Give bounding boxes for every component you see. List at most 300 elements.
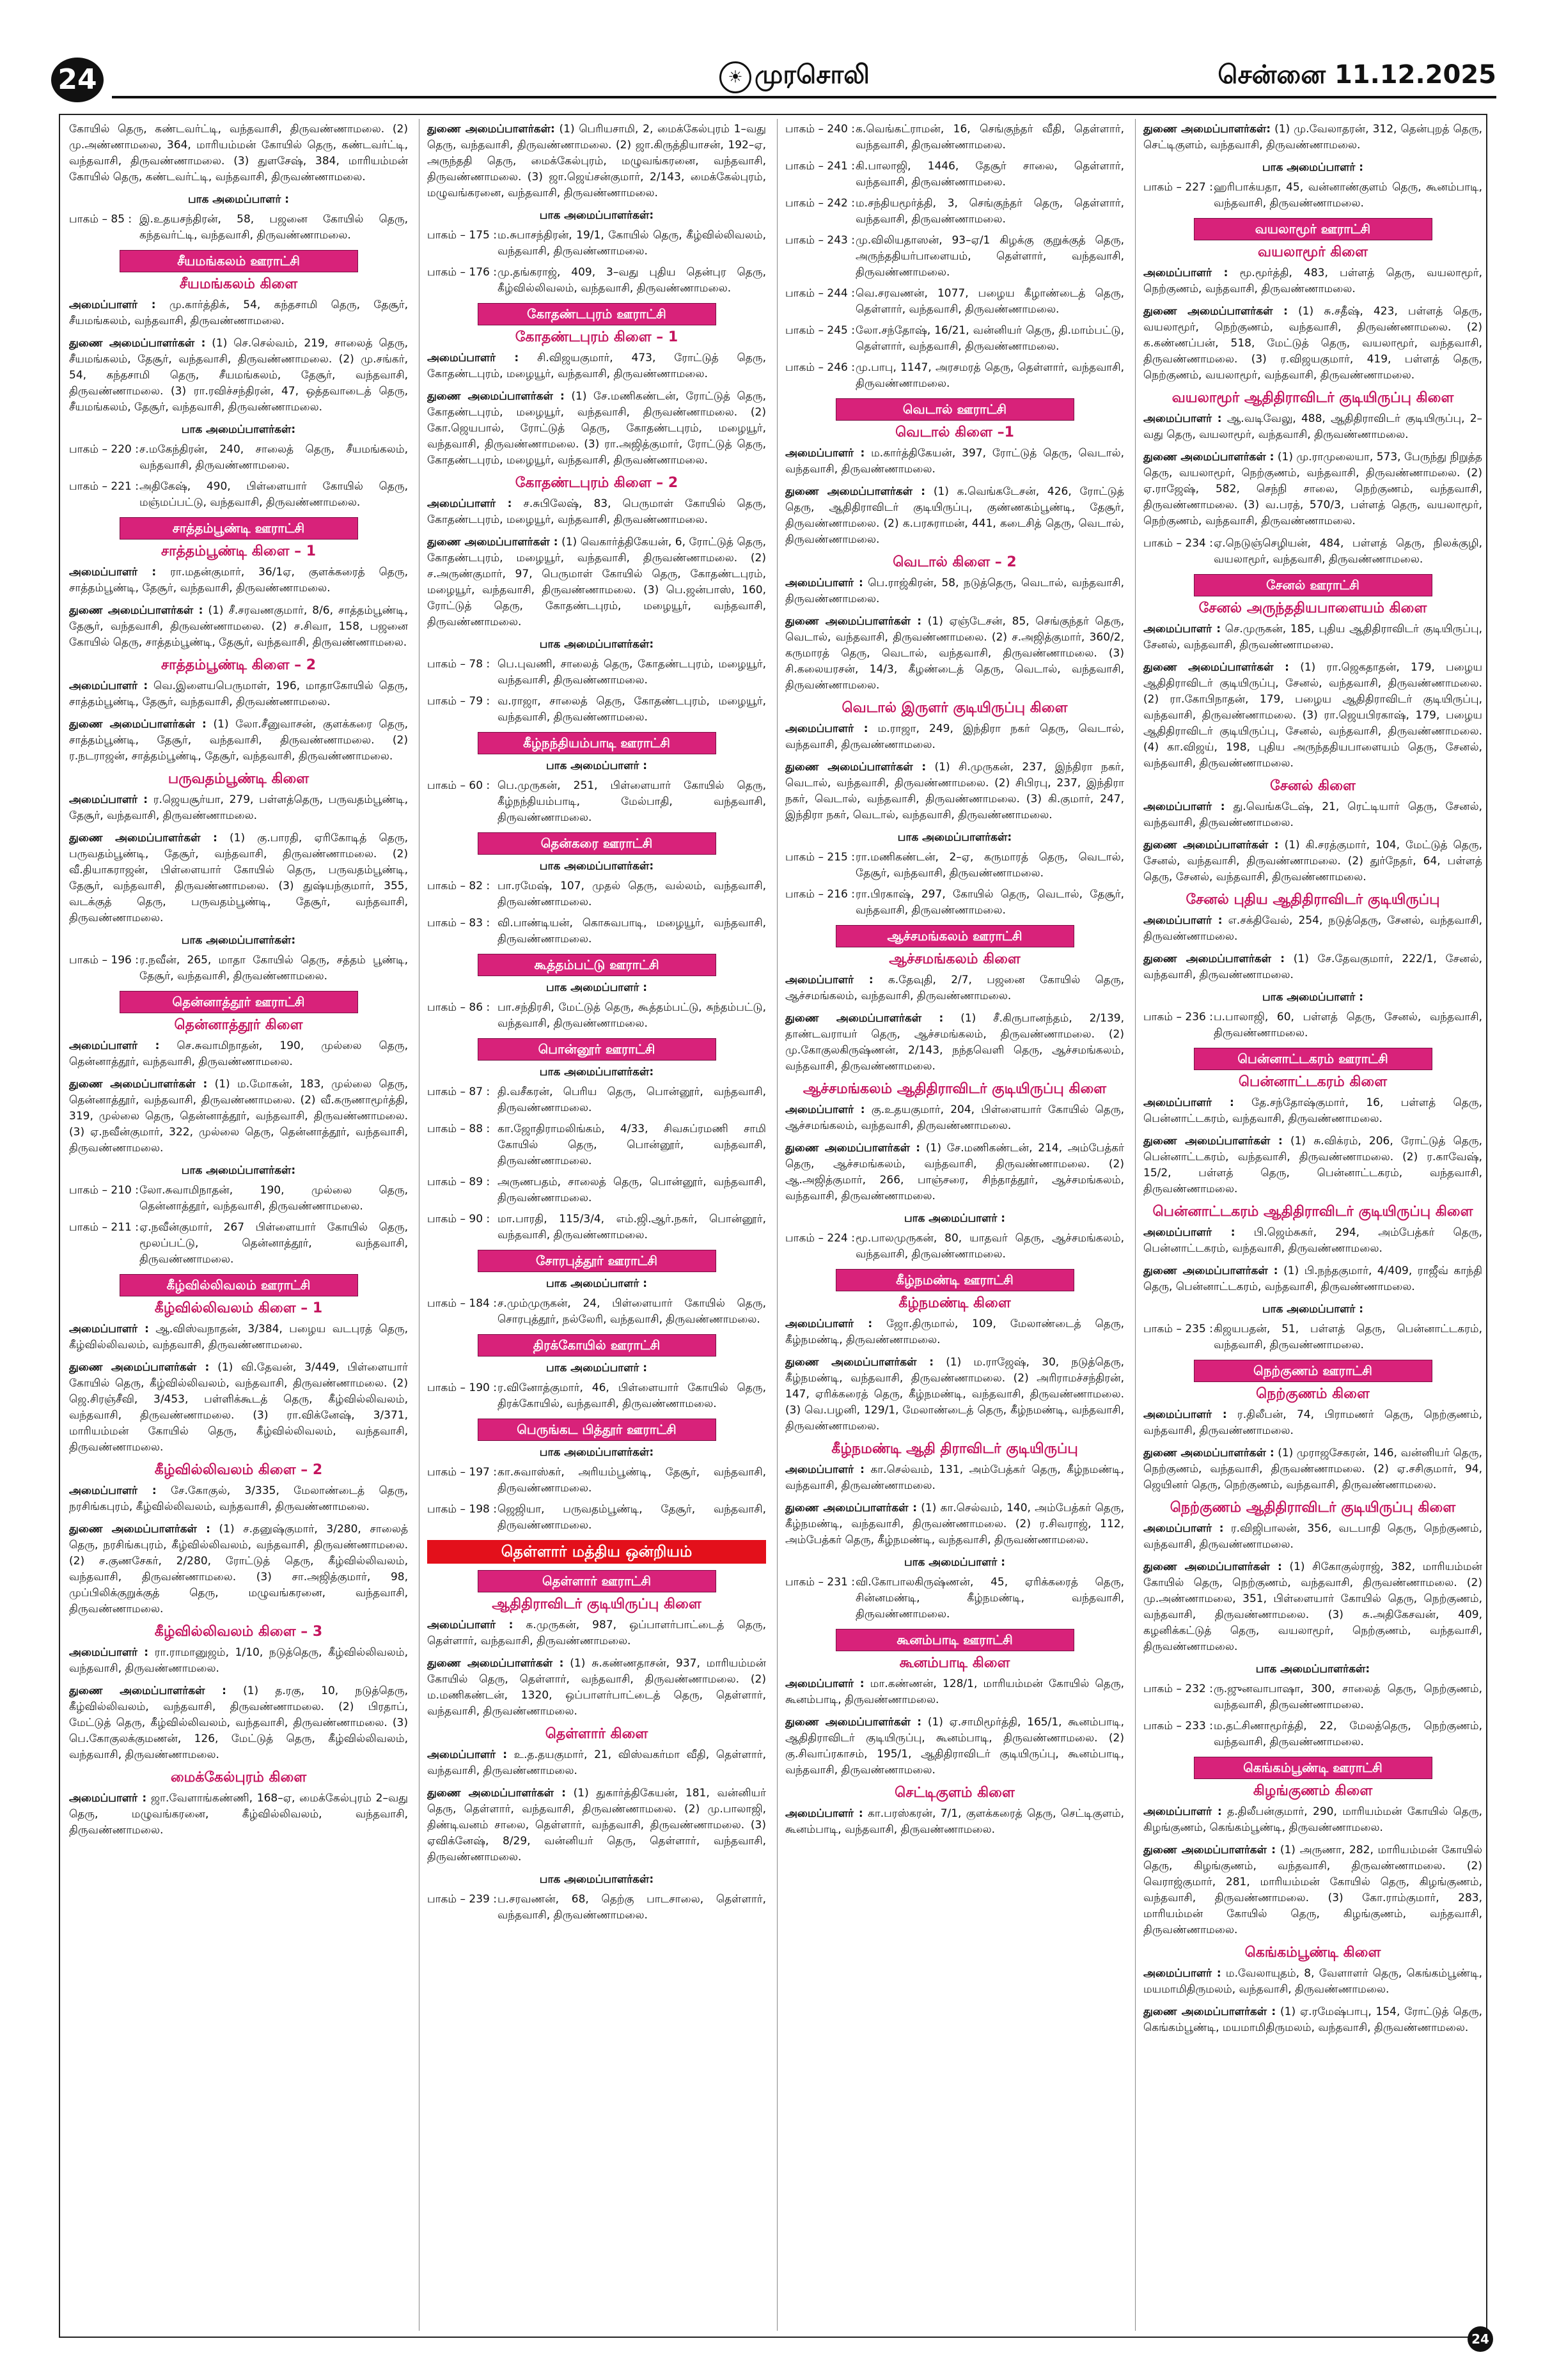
entry-text: ம.கார்த்திகேயன், 397, ரோட்டுத் தெரு, வெடால், வந்தவாசி, திருவண்ணாமலை.: [785, 447, 1124, 476]
part-entry: [1143, 1681, 1482, 1713]
part-number: பாகம் – 234 :: [1143, 537, 1213, 550]
role-label: துணை அமைப்பாளர்கள் :: [427, 1657, 564, 1670]
part-detail: ம.சுபாசந்திரன், 19/1, கோயில் தெரு, கீழ்வில்லிவலம், வந்தவாசி, திருவண்ணாமலை.: [497, 229, 766, 258]
part-detail: மு.தங்கராஜ், 409, 3–வது புதிய தென்புர தெரு, கீழ்வில்லிவலம், வந்தவாசி, திருவண்ணாமலை.: [497, 266, 766, 295]
part-detail: வி.கோபாலகிருஷ்ணன், 45, ஏரிக்கரைத் தெரு, சின்னமண்டி, கீழ்நமண்டி, வந்தவாசி, திருவண்ணாமலை.: [856, 1576, 1124, 1621]
entry-text: செ.முருகன், 185, புதிய ஆதிதிராவிடர் குடியிருப்பு, சேனல், வந்தவாசி, திருவண்ணாமலை.: [1143, 623, 1482, 651]
part-number: பாகம் – 90 :: [427, 1213, 490, 1225]
entry-text: கா.செல்வம், 131, அம்பேத்கர் தெரு, கீழ்நமண்டி, வந்தவாசி, திருவண்ணாமலை.: [785, 1463, 1124, 1492]
part-number: பாகம் – 83 :: [427, 917, 490, 929]
entry-text: மூ.மூர்த்தி, 483, பள்ளத் தெரு, வயலாமூர், நெற்குணம், வந்தவாசி, திருவண்ணாமலை.: [1143, 267, 1482, 295]
part-entry: [427, 1084, 766, 1116]
entry-text: உ.த.தயகுமார், 21, விஸ்வகர்மா வீதி, தெள்ளார், வந்தவாசி, திருவண்ணாமலை.: [427, 1748, 766, 1777]
organiser-entry: [785, 1676, 1124, 1708]
part-entry: [69, 479, 408, 511]
part-entry: [69, 212, 408, 244]
part-detail: பெ.முருகன், 251, பிள்ளையார் கோயில் தெரு, கீழ்நந்தியம்பாடி, மேல்பாதி, வந்தவாசி, திருவண்ணாமலை.: [497, 779, 766, 824]
organiser-entry: [1143, 265, 1482, 297]
panchayat-tag: வயலாமூர் ஊராட்சி: [1194, 218, 1432, 240]
section-subheading: பாக அமைப்பாளர் :: [904, 1556, 1006, 1569]
part-number: பாகம் – 231 :: [785, 1576, 855, 1589]
entry-text: (1) முராஜசேகரன், 146, வன்னியர் தெரு, நெற்குணம், வந்தவாசி, திருவண்ணாமலை. (2) ஏ.சசிகுமார், 94, ஜெயினர் தெரு, நெற்குணம், வந்தவாசி, திருவண்ணாமலை.: [1143, 1447, 1482, 1491]
role-label: துணை அமைப்பாளர்கள் :: [785, 1716, 922, 1729]
role-label: அமைப்பாளர் :: [427, 352, 519, 364]
part-entry: [785, 1575, 1124, 1622]
part-entry: [1143, 536, 1482, 568]
entry-text: (1) பி.நந்தகுமார், 4/409, ராஜீவ் காந்தி தெரு, பென்னாட்டகரம், வந்தவாசி, திருவண்ணாமலை.: [1143, 1264, 1482, 1293]
role-label: துணை அமைப்பாளர்கள்:: [427, 123, 555, 136]
role-label: அமைப்பாளர் :: [785, 577, 863, 589]
part-detail: லோ.சுவாமிநாதன், 190, முல்லை தெரு, தென்னாத்தூர், வந்தவாசி, திருவண்ணாமலை.: [139, 1184, 408, 1213]
part-entry: [785, 323, 1124, 355]
part-entry: [1143, 1009, 1482, 1041]
part-entry: [785, 887, 1124, 919]
organiser-entry: [69, 1645, 408, 1677]
entry-text: ஜா.வேளாங்கண்ணி, 168–ஏ, மைக்கேல்புரம் 2–வது தெரு, மழுவங்கரனை, கீழ்வில்லிவலம், வந்தவாசி, திருவண்ணாமலை.: [69, 1792, 408, 1837]
part-entry: [427, 1121, 766, 1169]
part-entry: [427, 1380, 766, 1412]
date-line: சென்னை 11.12.2025: [1218, 60, 1496, 89]
role-label: துணை அமைப்பாளர்கள் :: [1143, 1135, 1283, 1147]
role-label: துணை அமைப்பாளர்கள் :: [785, 1142, 921, 1155]
entry-text: எ.சக்திவேல், 254, நடுத்தெரு, சேனல், வந்தவாசி, திருவண்ணாமலை.: [1143, 914, 1482, 943]
branch-heading: செட்டிகுளம் கிளை: [895, 1785, 1015, 1801]
joint-entry: [69, 830, 408, 926]
role-label: அமைப்பாளர் :: [69, 1484, 157, 1497]
entry-text: (1) மு.ராமுலையா, 573, பேருந்து நிறுத்த தெரு, வயலாமூர், நெற்குணம், வந்தவாசி, திருவண்ணாமலை. (2) ஏ.ராஜேஷ், 582, செந்நி சாலை, நெற்குணம், வந்தவாசி, திருவண்ணாமலை. (3) வ.பரத், 570/3, பள்ளத் தெரு, வயலாமூர், நெற்குணம், வந்தவாசி, திருவண்ணாமலை.: [1143, 451, 1482, 527]
role-label: அமைப்பாளர் :: [69, 299, 156, 311]
panchayat-tag: நெற்குணம் ஊராட்சி: [1194, 1360, 1432, 1382]
entry-text: ம.வேலாயுதம், 8, வேளாளர் தெரு, கெங்கம்பூண்டி, மயமாமிதிருமலம், வந்தவாசி, திருவண்ணாமலை.: [1143, 1967, 1482, 1996]
entry-text: ர.திலீபன், 74, பிராமணர் தெரு, நெற்குணம், வந்தவாசி, திருவண்ணாமலை.: [1143, 1408, 1482, 1437]
part-detail: பா.ரமேஷ், 107, முதல் தெரு, வல்லம், வந்தவாசி, திருவண்ணாமலை.: [497, 880, 766, 908]
branch-heading: வயலாமூர் ஆதிதிராவிடர் குடியிருப்பு கிளை: [1171, 390, 1454, 406]
section-subheading: பாக அமைப்பாளர்கள்:: [539, 638, 654, 651]
entry-text: (1) சீ.சரவணகுமார், 8/6, சாத்தம்பூண்டி, தேசூர், வந்தவாசி, திருவண்ணாமலை. (2) ச.சிவா, 158, பஜனை கோயில் தெரு, சாத்தம்பூண்டி, தேசூர், வந்தவாசி, திருவண்ணாமலை.: [69, 604, 408, 649]
part-number: பாகம் – 233 :: [1143, 1720, 1213, 1732]
part-detail: ப.பாலாஜி, 60, பள்ளத் தெரு, சேனல், வந்தவாசி, திருவண்ணாமலை.: [1214, 1011, 1482, 1039]
role-label: துணை அமைப்பாளர்கள் :: [1143, 2005, 1276, 2018]
role-label: துணை அமைப்பாளர்கள் :: [785, 615, 922, 628]
role-label: துணை அமைப்பாளர்கள் :: [427, 390, 565, 403]
joint-entry: [427, 1785, 766, 1865]
part-entry: [427, 1174, 766, 1206]
role-label: அமைப்பாளர் :: [1143, 1522, 1224, 1535]
entry-text: ச.சுபிலேஷ், 83, பெருமாள் கோயில் தெரு, கோதண்டபுரம், மழையூர், வந்தவாசி, திருவண்ணாமலை.: [427, 497, 766, 526]
role-label: அமைப்பாளர் :: [785, 1318, 873, 1330]
part-entry: [69, 442, 408, 474]
organiser-entry: [785, 721, 1124, 753]
part-detail: ம.தட்சிணாமூர்த்தி, 22, மேலத்தெரு, நெற்குணம், வந்தவாசி, திருவண்ணாமலை.: [1214, 1720, 1482, 1748]
part-entry: [1143, 1321, 1482, 1353]
part-detail: அருணபதம், சாலைத் தெரு, பொன்னூர், வந்தவாசி, திருவண்ணாமலை.: [497, 1176, 766, 1204]
joint-entry: [1143, 1559, 1482, 1655]
joint-entry: [1143, 837, 1482, 885]
part-detail: கி.பாலாஜி, 1446, தேசூர் சாலை, தெள்ளார், வந்தவாசி, திருவண்ணாமலை.: [856, 160, 1124, 189]
role-label: அமைப்பாளர் :: [427, 1748, 508, 1761]
role-label: துணை அமைப்பாளர்கள் :: [69, 1361, 210, 1374]
joint-entry: [1143, 1445, 1482, 1493]
branch-heading: பருவதம்பூண்டி கிளை: [168, 771, 309, 787]
joint-entry: [427, 389, 766, 469]
entry-text: (1) சே.மணிகண்டன், 214, அம்பேத்கர் தெரு, ஆச்சமங்கலம், வந்தவாசி, திருவண்ணாமலை. (2) ஆ.அஜித்குமார், 266, பாஞ்சரை, சிந்தாத்தூர், ஆச்சமங்கலம், வந்தவாசி, திருவண்ணாமலை.: [785, 1142, 1124, 1202]
part-number: பாகம் – 60 :: [427, 779, 490, 792]
role-label: அமைப்பாளர் :: [785, 1103, 865, 1116]
role-label: அமைப்பாளர் :: [69, 1646, 149, 1659]
role-label: அமைப்பாளர் :: [1143, 1408, 1227, 1421]
section-subheading: பாக அமைப்பாளர்கள்:: [181, 423, 296, 436]
part-number: பாகம் – 215 :: [785, 851, 855, 864]
newspaper-name: முரசொலி: [755, 60, 870, 89]
role-label: துணை அமைப்பாளர்கள் :: [785, 1012, 944, 1025]
part-entry: [785, 159, 1124, 191]
joint-entry: [785, 1715, 1124, 1778]
entry-text: (1) வி.தேவன், 3/449, பிள்ளையார் கோயில் தெரு, கீழ்வில்லிவலம், வந்தவாசி, திருவண்ணாமலை. (2) ஜெ.சிரஞ்சீவி, 3/453, பள்ளிக்கூடத் தெரு, கீழ்வில்லிவலம், வந்தவாசி, திருவண்ணாமலை. (3) ரா.விக்னேஷ், 3/371, மாரியம்மன் கோயில் தெரு, கீழ்வில்லிவலம், வந்தவாசி, திருவண்ணாமலை.: [69, 1361, 408, 1454]
entry-text: (1) மு.வேலாதரன், 312, தென்புறத் தெரு, செட்டிகுளம், வந்தவாசி, திருவண்ணாமலை.: [1143, 123, 1482, 152]
entry-text: (1) பெரியசாமி, 2, மைக்கேல்புரம் 1–வது தெரு, வந்தவாசி, திருவண்ணாமலை. (2) ஜா.கிருத்தியாசன், 192–ஏ, அருந்ததி தெரு, மைக்கேல்புரம், மழுவங்கரனை, வந்தவாசி, திருவண்ணாமலை. (3) ஜா.ஜெய்சன்குமார், 2/143, மைக்கேல்புரம், மழுவங்கரனை, வந்தவாசி, திருவண்ணாமலை.: [427, 123, 766, 199]
role-label: துணை அமைப்பாளர்கள் :: [785, 1502, 918, 1514]
part-detail: அதிகேஷ், 490, பிள்ளையார் கோயில் தெரு, மஞ்மப்பட்டு, வந்தவாசி, திருவண்ணாமலை.: [139, 480, 408, 509]
part-detail: ர.வினோத்குமார், 46, பிள்ளையார் கோயில் தெரு, திரக்கோயில், வந்தவாசி, திருவண்ணாமலை.: [497, 1381, 766, 1410]
panchayat-tag: சேனல் ஊராட்சி: [1194, 574, 1432, 596]
organiser-entry: [785, 446, 1124, 478]
role-label: அமைப்பாளர் :: [1143, 412, 1222, 425]
section-subheading: பாக அமைப்பாளர்கள்:: [539, 1066, 654, 1078]
branch-heading: கெங்கம்பூண்டி கிளை: [1244, 1945, 1381, 1961]
part-number: பாகம் – 87 :: [427, 1085, 490, 1098]
part-detail: பா.சந்திரசி, மேட்டுத் தெரு, கூத்தம்பட்டு, சுந்தம்பட்டு, வந்தவாசி, திருவண்ணாமலை.: [497, 1001, 766, 1030]
joint-entry: [1143, 951, 1482, 983]
entry-text: பெ.ராஜ்கிரன், 58, நடுத்தெரு, வெடால், வந்தவாசி, திருவண்ணாமலை.: [785, 577, 1124, 605]
joint-entry: [1143, 1842, 1482, 1938]
part-detail: லோ.சந்தோஷ், 16/21, வன்னியர் தெரு, தி.மாம்பட்டு, தெள்ளார், வந்தவாசி, திருவண்ணாமலை.: [856, 324, 1124, 353]
role-label: அமைப்பாளர் :: [1143, 800, 1225, 813]
role-label: துணை அமைப்பாளர்கள் :: [785, 485, 926, 498]
role-label: அமைப்பாளர் :: [1143, 1096, 1234, 1109]
role-label: அமைப்பாளர் :: [785, 1463, 865, 1476]
role-label: துணை அமைப்பாளர்கள் :: [69, 337, 206, 350]
part-number: பாகம் – 85 :: [69, 213, 132, 226]
organiser-entry: [785, 1102, 1124, 1134]
role-label: அமைப்பாளர் :: [69, 1792, 147, 1805]
entry-text: மா.கண்ணன், 128/1, மாரியம்மன் கோயில் தெரு, கூனம்பாடி, திருவண்ணாமலை.: [785, 1677, 1124, 1706]
joint-entry: [427, 534, 766, 630]
panchayat-tag: கீழ்நந்தியம்பாடி ஊராட்சி: [478, 732, 716, 754]
part-number: பாகம் – 190 :: [427, 1381, 497, 1394]
part-entry: [427, 878, 766, 910]
joint-entry: [69, 336, 408, 416]
entry-text: து.வெங்கடேஷ், 21, ரெட்டியார் தெரு, சேனல், வந்தவாசி, திருவண்ணாமலை.: [1143, 800, 1482, 829]
joint-entry: [1143, 304, 1482, 384]
organiser-entry: [785, 575, 1124, 607]
panchayat-tag: வெடால் ஊராட்சி: [836, 398, 1074, 421]
part-entry: [785, 360, 1124, 392]
organiser-entry: [427, 350, 766, 382]
entry-text: ம.ராஜா, 249, இந்திரா நகர் தெரு, வெடால், வந்தவாசி, திருவண்ணாமலை.: [785, 722, 1124, 751]
part-detail: பெ.புவணி, சாலைத் தெரு, கோதண்டபுரம், மழையூர், வந்தவாசி, திருவண்ணாமலை.: [497, 658, 766, 687]
entry-text: (1) சே.தேவகுமார், 222/1, சேனல், வந்தவாசி, திருவண்ணாமலை.: [1143, 953, 1482, 981]
role-label: அமைப்பாளர் :: [427, 1619, 513, 1631]
joint-entry: [1143, 1263, 1482, 1295]
union-banner: தெள்ளார் மத்திய ஒன்றியம்: [427, 1540, 766, 1564]
part-detail: ஹரிபாக்யதா, 45, வன்னாண்குளம் தெரு, கூனம்பாடி, வந்தவாசி, திருவண்ணாமலை.: [1214, 181, 1482, 210]
organiser-entry: [1143, 1225, 1482, 1257]
entry-text: (1) செ.செல்வம், 219, சாலைத் தெரு, சீயமங்கலம், தேசூர், வந்தவாசி, திருவண்ணாமலை. (2) மு.சங்கர், 54, கந்தசாமி தெரு, சீயமங்கலம், தேசூர், வந்தவாசி, திருவண்ணாமலை. (3) ரா.ரவிச்சந்திரன், 47, ஒத்தவாடைத் தெரு, சீயமங்கலம், தேசூர், வந்தவாசி, திருவண்ணாமலை.: [69, 337, 408, 414]
entry-text: (1) ஏ.ரமேஷ்பாபு, 154, ரோட்டுத் தெரு, கெங்கம்பூண்டி, மயமாமிதிருமலம், வந்தவாசி, திருவண்ணாமலை.: [1143, 2005, 1482, 2034]
part-detail: மு.பாபு, 1147, அரசமரத் தெரு, தெள்ளார், வந்தவாசி, திருவண்ணாமலை.: [856, 361, 1124, 390]
part-detail: வெ.சரவணன், 1077, பழைய கீழாண்டைத் தெரு, தெள்ளார், வந்தவாசி, திருவண்ணாமலை.: [856, 287, 1124, 316]
branch-heading: பென்னாட்டகரம் கிளை: [1238, 1074, 1388, 1090]
organiser-entry: [427, 1747, 766, 1779]
organiser-entry: [1143, 1521, 1482, 1553]
page-number-footer: 24: [1468, 2326, 1493, 2352]
rising-sun-icon: ☀: [719, 61, 751, 93]
entry-text: சி.விஜயகுமார், 473, ரோட்டுத் தெரு, கோதண்டபுரம், மழையூர், வந்தவாசி, திருவண்ணாமலை.: [427, 352, 766, 380]
organiser-entry: [1143, 1966, 1482, 1998]
role-label: துணை அமைப்பாளர்கள் :: [427, 536, 558, 548]
section-subheading: பாக அமைப்பாளர் :: [1262, 1303, 1364, 1316]
panchayat-tag: தென்கரை ஊராட்சி: [478, 832, 716, 855]
part-detail: ஜெஜியா, பருவதம்பூண்டி, தேசூர், வந்தவாசி, திருவண்ணாமலை.: [497, 1503, 766, 1532]
part-number: பாகம் – 89 :: [427, 1176, 490, 1188]
joint-entry: [69, 1683, 408, 1763]
role-label: அமைப்பாளர் :: [1143, 1805, 1222, 1818]
part-detail: இ.உதயசந்திரன், 58, பஜனை கோயில் தெரு, கந்தவர்ட்டி, வந்தவாசி, திருவண்ணாமலை.: [139, 213, 408, 242]
part-entry: [427, 1502, 766, 1534]
entry-text: செ.சுவாமிநாதன், 190, முல்லை தெரு, தென்னாத்தூர், வந்தவாசி, திருவண்ணாமலை.: [69, 1039, 408, 1068]
entry-text: (1) சீ.கிருபானந்தம், 2/139, தாண்டவராயர் தெரு, ஆச்சமங்கலம், திருவண்ணாமலை. (2) மு.கோகுலகிருஷ்ணன், 2/143, நந்தவெளி தெரு, ஆச்சமங்கலம், வந்தவாசி, திருவண்ணாமலை.: [785, 1012, 1124, 1073]
branch-heading: கோதண்டபுரம் கிளை – 2: [515, 475, 678, 491]
part-number: பாகம் – 224 :: [785, 1232, 855, 1245]
part-number: பாகம் – 227 :: [1143, 181, 1213, 194]
role-label: துணை அமைப்பாளர்கள் :: [1143, 1844, 1276, 1856]
joint-entry: [69, 1521, 408, 1617]
part-detail: ம.சந்தியமூர்த்தி, 3, செங்குந்தர் தெரு, தெள்ளார், வந்தவாசி, திருவண்ணாமலை.: [856, 197, 1124, 226]
panchayat-tag: திரக்கோயில் ஊராட்சி: [478, 1334, 716, 1357]
part-entry: [427, 1465, 766, 1497]
part-entry: [427, 1211, 766, 1243]
part-detail: ஏ.நெடுஞ்செழியன், 484, பள்ளத் தெரு, நிலக்குழி, வயலாமூர், வந்தவாசி, திருவண்ணாமலை.: [1214, 537, 1482, 566]
entry-text: மு.கார்த்திக், 54, கந்தசாமி தெரு, தேசூர், சீயமங்கலம், வந்தவாசி, திருவண்ணாமலை.: [69, 299, 408, 327]
section-subheading: பாக அமைப்பாளர் :: [545, 981, 648, 994]
joint-entry: [427, 121, 766, 201]
branch-heading: கிழங்குணம் கிளை: [1253, 1783, 1373, 1799]
section-subheading: பாக அமைப்பாளர் :: [545, 1277, 648, 1290]
branch-heading: ஆச்சமங்கலம் ஆதிதிராவிடர் குடியிருப்பு கிளை: [803, 1081, 1107, 1097]
page-number-badge: 24: [51, 58, 104, 102]
role-label: துணை அமைப்பாளர்கள் :: [69, 1078, 208, 1091]
entry-text: ஆ.வடிவேலு, 488, ஆதிதிராவிடர் குடியிருப்பு, 2–வது தெரு, வயலாமூர், வந்தவாசி, திருவண்ணாமலை.: [1143, 412, 1482, 441]
panchayat-tag: சாத்தம்பூண்டி ஊராட்சி: [120, 517, 358, 540]
part-entry: [427, 265, 766, 297]
organiser-entry: [785, 1806, 1124, 1838]
section-subheading: பாக அமைப்பாளர் :: [545, 1362, 648, 1374]
entry-text: த.திலீபன்குமார், 290, மாரியம்மன் கோயில் தெரு, கிழங்குணம், கெங்கம்பூண்டி, திருவண்ணாமலை.: [1143, 1805, 1482, 1834]
role-label: துணை அமைப்பாளர்கள் :: [1143, 451, 1274, 463]
part-entry: [785, 1231, 1124, 1263]
role-label: அமைப்பாளர் :: [69, 793, 148, 806]
part-entry: [69, 1220, 408, 1268]
role-label: அமைப்பாளர் :: [69, 1323, 149, 1335]
part-number: பாகம் – 79 :: [427, 695, 490, 708]
organiser-entry: [785, 1462, 1124, 1494]
column-4: [1143, 121, 1482, 2321]
part-number: பாகம் – 175 :: [427, 229, 497, 242]
panchayat-tag: பென்னாட்டகரம் ஊராட்சி: [1194, 1048, 1432, 1070]
panchayat-tag: பெருங்கட பித்தூர் ஊராட்சி: [478, 1419, 716, 1441]
part-number: பாகம் – 198 :: [427, 1503, 497, 1516]
section-subheading: பாக அமைப்பாளர்கள்:: [1255, 1663, 1370, 1676]
joint-entry: [785, 1355, 1124, 1435]
role-label: அமைப்பாளர் :: [785, 447, 865, 460]
joint-entry: [69, 717, 408, 765]
section-subheading: பாக அமைப்பாளர்கள்:: [181, 1164, 296, 1177]
branch-heading: கீழ்வில்லிவலம் கிளை – 1: [154, 1300, 323, 1316]
branch-heading: கூனம்பாடி கிளை: [899, 1655, 1010, 1671]
part-detail: ப.சரவணன், 68, தெற்கு பாடசாலை, தெள்ளார், வந்தவாசி, திருவண்ணாமலை.: [497, 1893, 766, 1922]
joint-entry: [785, 614, 1124, 694]
organiser-entry: [1143, 411, 1482, 443]
role-label: துணை அமைப்பாளர்கள் :: [1143, 661, 1289, 674]
part-number: பாகம் – 243 :: [785, 234, 855, 247]
role-label: துணை அமைப்பாளர்கள் :: [427, 1787, 566, 1800]
part-number: பாகம் – 196 :: [69, 954, 139, 967]
section-subheading: பாக அமைப்பாளர்கள்:: [181, 934, 296, 947]
part-entry: [427, 228, 766, 260]
panchayat-tag: தெள்ளார் ஊராட்சி: [478, 1570, 716, 1592]
section-subheading: பாக அமைப்பாளர்கள்:: [539, 209, 654, 222]
entry-text: கு.உதயகுமார், 204, பிள்ளையார் கோயில் தெரு, ஆச்சமங்கலம், வந்தவாசி, திருவண்ணாமலை.: [785, 1103, 1124, 1132]
organiser-entry: [1143, 913, 1482, 945]
entry-text: க.முருகன், 987, ஒப்பாளர்பாட்டைத் தெரு, தெள்ளார், வந்தவாசி, திருவண்ணாமலை.: [427, 1619, 766, 1647]
part-detail: ரா.பிரகாஷ், 297, கோயில் தெரு, வெடால், தேசூர், வந்தவாசி, திருவண்ணாமலை.: [856, 888, 1124, 917]
role-label: அமைப்பாளர் :: [1143, 1967, 1221, 1980]
part-entry: [427, 778, 766, 826]
entry-text: (1) வெகார்த்திகேயன், 6, ரோட்டுத் தெரு, கோதண்டபுரம், மழையூர், வந்தவாசி, திருவண்ணாமலை. (2) ச.அருண்குமார், 97, பெருமாள் கோயில் தெரு, கோதண்டபுரம், மழையூர், வந்தவாசி, திருவண்ணாமலை. (3) பெ.ஜன்பாஸ், 160, ரோட்டுத் தெரு, கோதண்டபுரம், மழையூர், வந்தவாசி, திருவண்ணாமலை.: [427, 536, 766, 628]
entry-text: (1) ஏ.சாமிமூர்த்தி, 165/1, கூனம்பாடி, ஆதிதிராவிடர் குடியிருப்பு, கூனம்பாடி, திருவண்ணாமலை. (2) கு.சிவாப்ரகாசம், 195/1, ஆதிதிராவிடர் குடியிருப்பு, கூனம்பாடி, வந்தவாசி, திருவண்ணாமலை.: [785, 1716, 1124, 1777]
organiser-entry: [69, 1483, 408, 1515]
part-entry: [427, 915, 766, 947]
part-entry: [69, 953, 408, 984]
organiser-entry: [69, 297, 408, 329]
panchayat-tag: கீழ்நமண்டி ஊராட்சி: [836, 1269, 1074, 1291]
part-detail: ரு.ஜுனவாபாஷா, 300, சாலைத் தெரு, நெற்குணம், வந்தவாசி, திருவண்ணாமலை.: [1214, 1683, 1482, 1711]
branch-heading: சேனல் அருந்ததியபாளையம் கிளை: [1198, 600, 1427, 616]
role-label: அமைப்பாளர் :: [69, 1039, 160, 1052]
entry-text: (1) சு.கண்ணதாசன், 937, மாரியம்மன் கோயில் தெரு, தெள்ளார், வந்தவாசி, திருவண்ணாமலை. (2) ம.மணிகண்டன், 1320, ஒப்பாளர்பாட்டைத் தெரு, தெள்ளார், வந்தவாசி, திருவண்ணாமலை.: [427, 1657, 766, 1718]
section-subheading: பாக அமைப்பாளர்கள்:: [539, 860, 654, 873]
branch-heading: கீழ்வில்லிவலம் கிளை – 2: [154, 1462, 323, 1478]
entry-text: ரா.மதன்குமார், 36/1ஏ, குளக்கரைத் தெரு, சாத்தம்பூண்டி, தேசூர், வந்தவாசி, திருவண்ணாமலை.: [69, 566, 408, 595]
joint-entry: [1143, 449, 1482, 529]
entry-text: (1) ச.தனுஷ்குமார், 3/280, சாலைத் தெரு, நரசிங்கபுரம், கீழ்வில்லிவலம், வந்தவாசி, திருவண்ணாமலை. (2) ச.குணசேகர், 2/280, ரோட்டுத் தெரு, கீழ்வில்லிவலம், வந்தவாசி, திருவண்ணாமலை. (3) சா.அஜித்குமார், 98, முப்பிலிக்குறுக்குத் தெரு, மழுவங்கரனை, வந்தவாசி, திருவண்ணாமலை.: [69, 1523, 408, 1615]
role-label: துணை அமைப்பாளர்கள் :: [69, 1684, 226, 1697]
entry-text: வெ.இளையபெருமாள், 196, மாதாகோயில் தெரு, சாத்தம்பூண்டி, தேசூர், வந்தவாசி, திருவண்ணாமலை.: [69, 680, 408, 708]
part-number: பாகம் – 210 :: [69, 1184, 139, 1197]
part-number: பாகம் – 244 :: [785, 287, 855, 300]
joint-entry: [785, 484, 1124, 548]
entry-text: (1) சே.மணிகண்டன், ரோட்டுத் தெரு, கோதண்டபுரம், மழையூர், வந்தவாசி, திருவண்ணாமலை. (2) கோ.ஜெயபால், ரோட்டுத் தெரு, கோதண்டபுரம், மழையூர், வந்தவாசி, திருவண்ணாமலை. (3) ரா.அஜித்குமார், ரோட்டுத் தெரு, கோதண்டபுரம், மழையூர், வந்தவாசி, திருவண்ணாமலை.: [427, 390, 766, 467]
branch-heading: சாத்தம்பூண்டி கிளை – 2: [161, 657, 317, 673]
part-number: பாகம் – 176 :: [427, 266, 497, 279]
part-entry: [1143, 1718, 1482, 1750]
part-detail: க.வெங்கட்ராமன், 16, செங்குந்தர் வீதி, தெள்ளார், வந்தவாசி, திருவண்ணாமலை.: [856, 123, 1124, 152]
organiser-entry: [69, 1321, 408, 1353]
entry-text: க.தேவுதி, 2/7, பஜனை கோயில் தெரு, ஆச்சமங்கலம், வந்தவாசி, திருவண்ணாமலை.: [785, 974, 1124, 1002]
part-entry: [69, 1183, 408, 1215]
organiser-entry: [69, 1791, 408, 1839]
joint-entry: [69, 1360, 408, 1456]
part-detail: மு.விலியதாஸன், 93–ஏ/1 கிழக்கு குறுக்குத் தெரு, அருந்ததியர்பாளையம், தெள்ளார், வந்தவாசி, திருவண்ணாமலை.: [856, 234, 1124, 279]
section-subheading: பாக அமைப்பாளர் :: [545, 759, 648, 772]
entry-text: (1) சிகோகுல்ராஜ், 382, மாரியம்மன் கோயில் தெரு, நெற்குணம், வந்தவாசி, திருவண்ணாமலை. (2) மு.அண்ணாமலை, 351, பிள்ளையார் கோயில் தெரு, நெற்குணம், வந்தவாசி, திருவண்ணாமலை. (3) சு.அதிகேசவன், 409, கழனிக்கட்டுத் தெரு, வயலாமூர், நெற்குணம், வந்தவாசி, திருவண்ணாமலை.: [1143, 1560, 1482, 1653]
entry-text: (1) த.ரகு, 10, நடுத்தெரு, கீழ்வில்லிவலம், வந்தவாசி, திருவண்ணாமலை. (2) பிரதாப், மேட்டுத் தெரு, கீழ்வில்லிவலம், வந்தவாசி, திருவண்ணாமலை. (3) பெ.கோகுலக்குமணன், 126, மேட்டுத் தெரு, கீழ்வில்லிவலம், வந்தவாசி, திருவண்ணாமலை.: [69, 1684, 408, 1761]
role-label: துணை அமைப்பாளர்கள் :: [69, 718, 207, 731]
organiser-entry: [69, 678, 408, 710]
section-subheading: பாக அமைப்பாளர் :: [1262, 991, 1364, 1004]
part-number: பாகம் – 242 :: [785, 197, 855, 210]
branch-heading: வயலாமூர் கிளை: [1258, 244, 1368, 260]
role-label: அமைப்பாளர் :: [69, 566, 157, 579]
part-number: பாகம் – 246 :: [785, 361, 855, 374]
entry-text: ர.விஜிபாலன், 356, வடபாதி தெரு, நெற்குணம், வந்தவாசி, திருவண்ணாமலை.: [1143, 1522, 1482, 1551]
branch-heading: கோதண்டபுரம் கிளை – 1: [515, 329, 678, 345]
joint-entry: [1143, 2004, 1482, 2036]
entry-text: (1) சி.முருகன், 237, இந்திரா நகர், வெடால், வந்தவாசி, திருவண்ணாமலை. (2) சிபிரபு, 237, இந்திரா நகர், வெடால், வந்தவாசி, திருவண்ணாமலை. (3) கி.குமார், 247, இந்திரா நகர், வெடால், வந்தவாசி, திருவண்ணாமலை.: [785, 761, 1124, 821]
column-divider: [777, 119, 778, 2331]
entry-text: ஆ.விஸ்வநாதன், 3/384, பழைய வடபுரத் தெரு, கீழ்வில்லிவலம், வந்தவாசி, திருவண்ணாமலை.: [69, 1323, 408, 1351]
organiser-entry: [1143, 1804, 1482, 1836]
part-number: பாகம் – 240 :: [785, 123, 855, 136]
entry-text: (1) சு.சதீஷ், 423, பள்ளத் தெரு, வயலாமூர், நெற்குணம், வந்தவாசி, திருவண்ணாமலை. (2) க.கண்ணப்பன், 518, மேட்டுத் தெரு, வயலாமூர், வந்தவாசி, திருவண்ணாமலை. (3) ர.விஜயகுமார், 419, பள்ளத் தெரு, நெற்குணம், வயலாமூர், வந்தவாசி, திருவண்ணாமலை.: [1143, 305, 1482, 382]
joint-entry: [785, 1140, 1124, 1204]
role-label: அமைப்பாளர் :: [1143, 914, 1223, 927]
entry-text: ஜோ.திருமால், 109, மேலாண்டைத் தெரு, கீழ்நமண்டி, திருவண்ணாமலை.: [785, 1318, 1124, 1346]
role-label: அமைப்பாளர் :: [1143, 1226, 1235, 1239]
organiser-entry: [785, 1316, 1124, 1348]
masthead: [51, 58, 1496, 102]
entry-text: தே.சந்தோஷ்குமார், 16, பள்ளத் தெரு, பென்னாட்டகரம், வந்தவாசி, திருவண்ணாமலை.: [1143, 1096, 1482, 1125]
role-label: துணை அமைப்பாளர்கள் :: [69, 604, 203, 617]
part-detail: கா.ஜோதிராமலிங்கம், 4/33, சிவசுப்ரமணி சாமி கோயில் தெரு, பொன்னூர், வந்தவாசி, திருவண்ணாமலை.: [497, 1123, 766, 1167]
part-detail: மூ.பாலமுருகன், 80, யாதவர் தெரு, ஆச்சமங்கலம், வந்தவாசி, திருவண்ணாமலை.: [856, 1232, 1124, 1261]
organiser-entry: [1143, 799, 1482, 831]
entry-text: கா.பரஸ்கரன், 7/1, குளக்கரைத் தெரு, செட்டிகுளம், கூனம்பாடி, வந்தவாசி, திருவண்ணாமலை.: [785, 1807, 1124, 1836]
entry-text: (1) ரா.ஜெகதாதன், 179, பழைய ஆதிதிராவிடர் குடியிருப்பு, சேனல், வந்தவாசி, திருவண்ணாமலை. (2) ரா.கோபிநாதன், 179, பழைய ஆதிதிராவிடர் குடியிருப்பு, வந்தவாசி, திருவண்ணாமலை. (3) ரா.ஜெயபிரகாஷ், 179, பழைய ஆதிதிராவிடர் குடியிருப்பு, சேனல், வந்தவாசி, திருவண்ணாமலை. (4) கா.விஜய், 198, புதிய அருந்ததியபாளையம் தெரு, சேனல், வந்தவாசி, திருவண்ணாமலை.: [1143, 661, 1482, 770]
branch-heading: வெடால் கிளை – 2: [893, 554, 1017, 570]
part-detail: வ.ராஜா, சாலைத் தெரு, கோதண்டபுரம், மழையூர், வந்தவாசி, திருவண்ணாமலை.: [497, 695, 766, 724]
organiser-entry: [69, 564, 408, 596]
organiser-entry: [69, 1038, 408, 1070]
part-detail: ச.மும்முருகன், 24, பிள்ளையார் கோயில் தெரு, சொரபுத்தூர், நல்லேரி, வந்தவாசி, திருவண்ணாமலை.: [497, 1297, 766, 1326]
part-entry: [427, 1000, 766, 1032]
role-label: அமைப்பாளர் :: [785, 1807, 863, 1820]
joint-entry: [1143, 1133, 1482, 1197]
entry-text: சே.கோகுல், 3/335, மேலாண்டைத் தெரு, நரசிங்கபுரம், கீழ்வில்லிவலம், வந்தவாசி, திருவண்ணாமலை.: [69, 1484, 408, 1513]
branch-heading: வெடால் கிளை –1: [895, 424, 1014, 440]
part-entry: [427, 694, 766, 726]
part-detail: வி.பாண்டியன், கொசுவபாடி, மழையூர், வந்தவாசி, திருவண்ணாமலை.: [497, 917, 766, 945]
organiser-entry: [1143, 621, 1482, 653]
part-entry: [785, 233, 1124, 281]
panchayat-tag: ஆச்சமங்கலம் ஊராட்சி: [836, 925, 1074, 947]
panchayat-tag: கோதண்டபுரம் ஊராட்சி: [478, 303, 716, 325]
role-label: அமைப்பாளர் :: [1143, 267, 1228, 279]
column-2: [427, 121, 766, 2321]
part-number: பாகம் – 235 :: [1143, 1323, 1213, 1335]
paragraph: கோயில் தெரு, கண்டவர்ட்டி, வந்தவாசி, திருவண்ணாமலை. (2) மு.அண்ணாமலை, 364, மாரியம்மன் கோயில் தெரு, கண்டவர்ட்டி, வந்தவாசி, திருவண்ணாமலை. (3) துளசேஷ், 384, மாரியம்மன் கோயில் தெரு, கண்டவர்ட்டி, வந்தவாசி, திருவண்ணாமலை.: [69, 123, 408, 183]
branch-heading: சாத்தம்பூண்டி கிளை – 1: [161, 543, 317, 559]
